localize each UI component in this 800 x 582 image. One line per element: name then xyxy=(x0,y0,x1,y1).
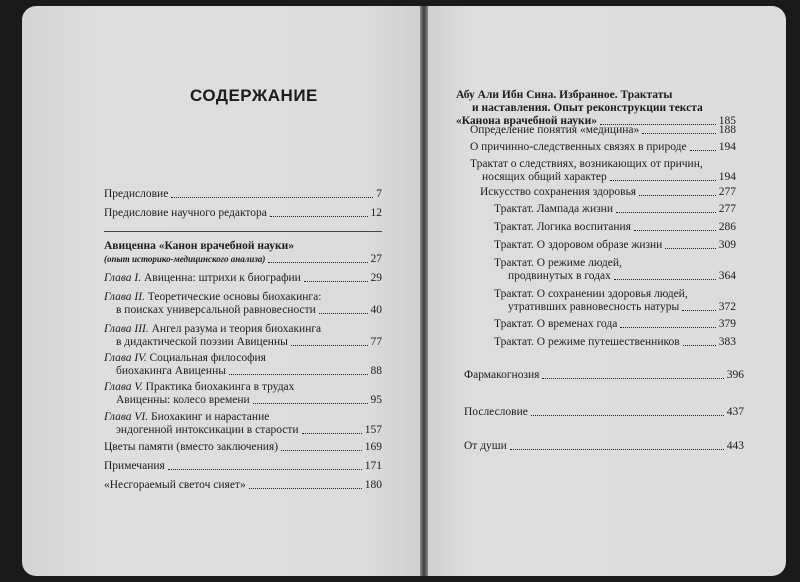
toc-entry-title-cont: носящих общий характер xyxy=(482,171,607,183)
toc-entry-page: 443 xyxy=(726,440,744,452)
toc-entry xyxy=(104,441,382,454)
chapter-label: Глава II. xyxy=(104,291,145,303)
chapter-title-cont: Авиценны: колесо времени xyxy=(116,394,250,406)
toc-entry-page: 88 xyxy=(370,365,382,377)
toc-entry-title: Определение понятия «медицина» xyxy=(470,124,640,136)
treatise-title: Трактат. О режиме людей, xyxy=(494,257,622,269)
treatise-title: Трактат. О режиме путешественников xyxy=(494,336,680,348)
toc-entry xyxy=(464,406,744,419)
toc-entry-page: 194 xyxy=(718,141,736,153)
toc-treatise xyxy=(494,221,736,234)
toc-entry-page: 379 xyxy=(718,318,736,330)
page-title: СОДЕРЖАНИЕ xyxy=(190,86,318,105)
chapter-title: Ангел разума и теория биохакинга xyxy=(151,323,322,335)
book-spine-gutter xyxy=(420,6,428,576)
toc-entry-page: 286 xyxy=(718,221,736,233)
toc-entry-page: 7 xyxy=(376,188,382,200)
toc-treatise xyxy=(494,239,736,252)
chapter-title: Теоретические основы биохакинга: xyxy=(147,291,322,303)
toc-entry xyxy=(470,158,736,184)
treatise-title-cont: утративших равновесность натуры xyxy=(508,301,680,313)
toc-part-header xyxy=(456,89,736,128)
toc-chapter xyxy=(104,323,382,349)
treatise-title: Трактат. О здоровом образе жизни xyxy=(494,239,663,251)
toc-section xyxy=(104,240,382,266)
chapter-title-cont: в дидактической поэзии Авиценны xyxy=(116,336,288,348)
toc-entry-page: 437 xyxy=(726,406,744,418)
toc-entry xyxy=(470,141,736,154)
part-title-cont: «Канона врачебной науки» xyxy=(456,115,597,127)
section-title: Авиценна «Канон врачебной науки» xyxy=(104,240,294,252)
part-title-cont: и наставления. Опыт реконструкции текста xyxy=(472,102,703,114)
toc-entry xyxy=(104,460,382,473)
toc-treatise xyxy=(494,203,736,216)
chapter-label: Глава I. xyxy=(104,272,142,284)
toc-treatise xyxy=(494,318,736,331)
toc-entry-page: 277 xyxy=(718,203,736,215)
toc-chapter xyxy=(104,381,382,407)
toc-entry-page: 396 xyxy=(726,369,744,381)
toc-entry-title: Фармакогнозия xyxy=(464,369,540,381)
toc-chapter xyxy=(104,352,382,378)
toc-entry xyxy=(104,188,382,201)
chapter-label: Глава IV. xyxy=(104,352,147,364)
treatise-title: Трактат. Логика воспитания xyxy=(494,221,631,233)
chapter-title: Авиценна: штрихи к биографии xyxy=(143,272,301,284)
toc-entry-page: 188 xyxy=(718,124,736,136)
toc-entry xyxy=(480,186,736,199)
section-subtitle: (опыт историко-медицинского анализа) xyxy=(104,254,266,264)
treatise-title: Трактат. О сохранении здоровья людей, xyxy=(494,288,688,300)
chapter-title-cont: биохакинга Авиценны xyxy=(116,365,226,377)
toc-entry-page: 309 xyxy=(718,239,736,251)
chapter-title: Биохакинг и нарастание xyxy=(150,411,270,423)
toc-entry-page: 277 xyxy=(718,186,736,198)
toc-entry xyxy=(470,124,736,137)
toc-entry-title: Предисловие научного редактора xyxy=(104,207,267,219)
toc-treatise xyxy=(494,336,736,349)
toc-chapter xyxy=(104,272,382,285)
toc-entry xyxy=(104,207,382,220)
toc-entry-title: Искусство сохранения здоровья xyxy=(480,186,637,198)
toc-treatise xyxy=(494,288,736,314)
chapter-label: Глава VI. xyxy=(104,411,149,423)
chapter-title: Социальная философия xyxy=(149,352,266,364)
toc-entry xyxy=(464,440,744,453)
toc-entry-page: 364 xyxy=(718,270,736,282)
toc-entry-page: 185 xyxy=(718,115,736,127)
chapter-label: Глава V. xyxy=(104,381,143,393)
toc-entry-page: 95 xyxy=(370,394,382,406)
toc-entry-title: О причинно-следственных связях в природе xyxy=(470,141,687,153)
toc-entry-title: Послесловие xyxy=(464,406,528,418)
toc-entry xyxy=(464,369,744,382)
chapter-label: Глава III. xyxy=(104,323,149,335)
toc-entry-page: 169 xyxy=(364,441,382,453)
toc-entry-page: 180 xyxy=(364,479,382,491)
toc-entry xyxy=(104,479,382,492)
treatise-title: Трактат. О временах года xyxy=(494,318,618,330)
toc-entry-title: Трактат о следствиях, возникающих от причин, xyxy=(470,158,703,170)
toc-entry-title: Предисловие xyxy=(104,188,169,200)
toc-entry-page: 372 xyxy=(718,301,736,313)
toc-entry-title: От души xyxy=(464,440,507,452)
toc-entry-title: «Несгораемый светоч сияет» xyxy=(104,479,246,491)
toc-entry-page: 40 xyxy=(370,304,382,316)
toc-entry-title: Цветы памяти (вместо заключения) xyxy=(104,441,279,453)
toc-entry-page: 383 xyxy=(718,336,736,348)
chapter-title: Практика биохакинга в трудах xyxy=(145,381,295,393)
toc-treatise xyxy=(494,257,736,283)
part-title: Абу Али Ибн Сина. Избранное. Трактаты xyxy=(456,89,673,101)
toc-entry-page: 12 xyxy=(370,207,382,219)
chapter-title-cont: в поисках универсальной равновесности xyxy=(116,304,316,316)
toc-chapter xyxy=(104,291,382,317)
toc-chapter xyxy=(104,411,382,437)
toc-entry-page: 29 xyxy=(370,272,382,284)
treatise-title-cont: продвинутых в годах xyxy=(508,270,611,282)
toc-entry-title: Примечания xyxy=(104,460,165,472)
toc-entry-page: 77 xyxy=(370,336,382,348)
section-divider xyxy=(104,231,382,232)
toc-entry-page: 171 xyxy=(364,460,382,472)
toc-entry-page: 157 xyxy=(364,424,382,436)
treatise-title: Трактат. Лампада жизни xyxy=(494,203,613,215)
chapter-title-cont: эндогенной интоксикации в старости xyxy=(116,424,299,436)
toc-entry-page: 27 xyxy=(370,253,382,265)
toc-entry-page: 194 xyxy=(718,171,736,183)
